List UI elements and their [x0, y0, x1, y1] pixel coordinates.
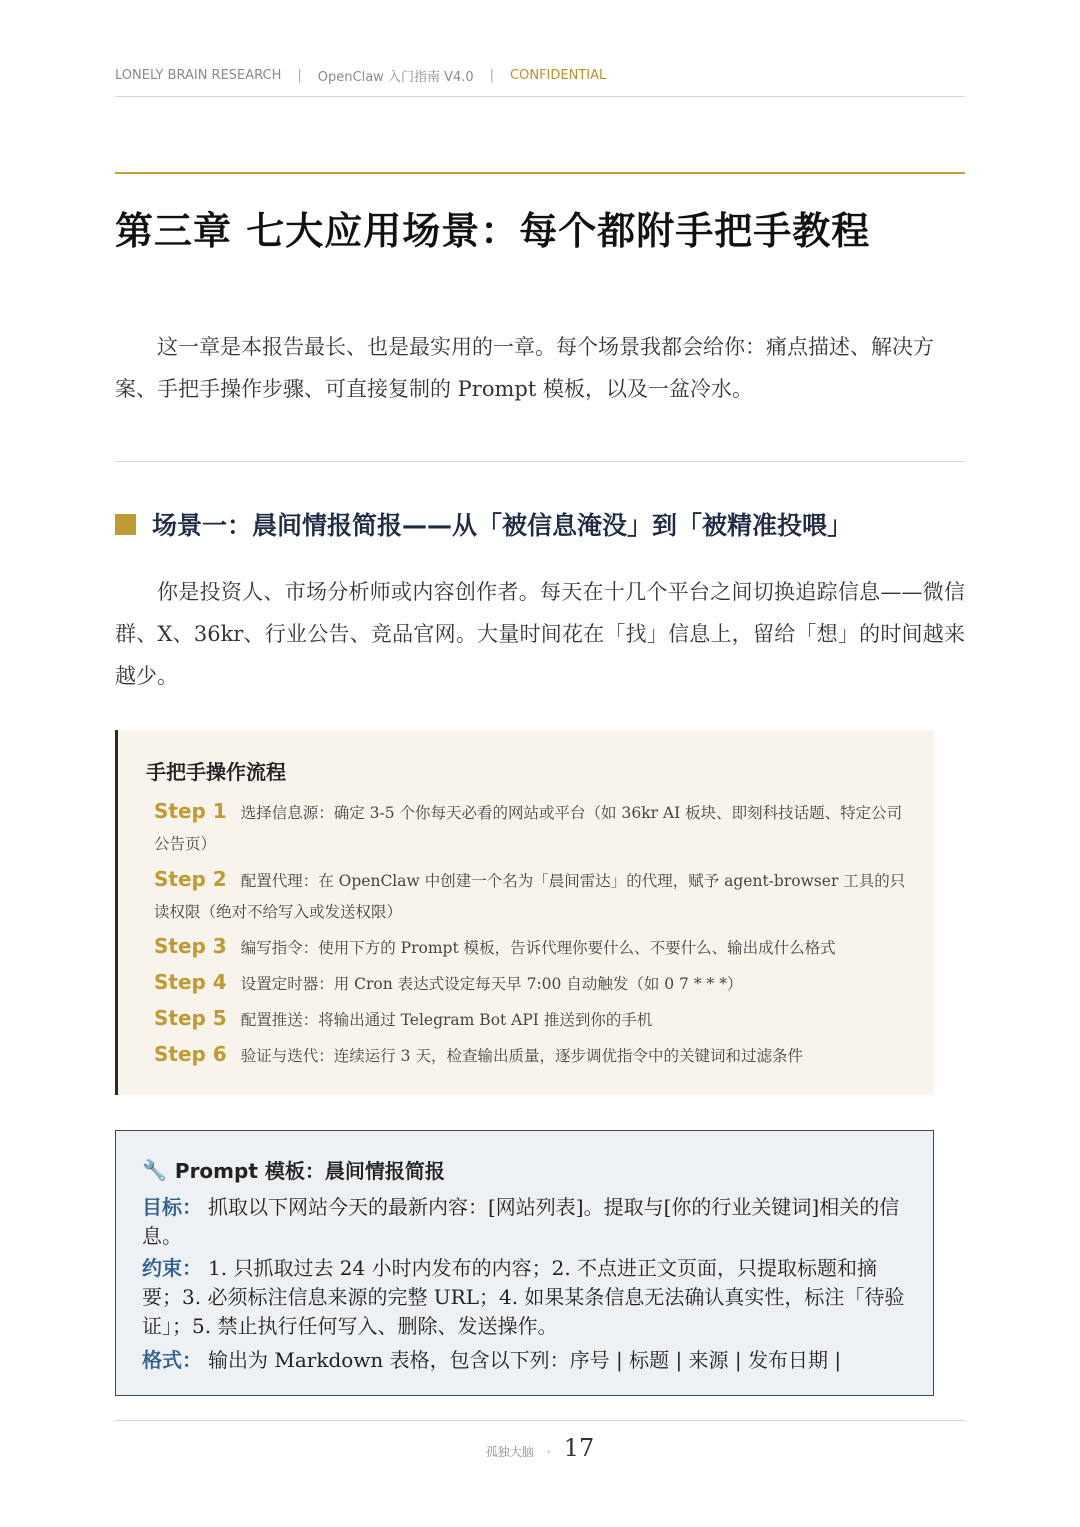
page-number: 17: [563, 1434, 595, 1462]
section-divider: [115, 461, 965, 462]
step-text: 选择信息源：确定 3-5 个你每天必看的网站或平台（如 36kr AI 板块、即刻科技话题、特定公司公告页）: [154, 804, 903, 853]
prompt-text: 输出为 Markdown 表格，包含以下列：序号 | 标题 | 来源 | 发布日期 |: [208, 1348, 842, 1372]
wrench-icon: 🔧: [142, 1157, 167, 1182]
page-footer: [0, 1434, 1080, 1462]
prompt-text: 抓取以下网站今天的最新内容：[网站列表]。提取与[你的行业关键词]相关的信息。: [142, 1195, 900, 1248]
footer-brand: 孤独大脑: [485, 1445, 534, 1459]
prompt-title: Prompt 模板：晨间情报简报: [174, 1159, 445, 1183]
step-label: Step 6: [154, 1042, 227, 1066]
step-text: 配置推送：将输出通过 Telegram Bot API 推送到你的手机: [240, 1011, 653, 1029]
step-4: [154, 967, 914, 1000]
step-label: Step 3: [154, 934, 227, 958]
chapter-intro: 这一章是本报告最长、也是最实用的一章。每个场景我都会给你：痛点描述、解决方案、手把手操作步骤、可直接复制的 Prompt 模板，以及一盆冷水。: [115, 335, 934, 401]
step-text: 验证与迭代：连续运行 3 天，检查输出质量，逐步调优指令中的关键词和过滤条件: [240, 1047, 803, 1065]
prompt-key: 目标：: [142, 1195, 202, 1219]
section-heading: [115, 506, 852, 542]
step-label: Step 4: [154, 970, 227, 994]
step-2: [154, 864, 914, 928]
section-body: 你是投资人、市场分析师或内容创作者。每天在十几个平台之间切换追踪信息——微信群、X、36kr、行业公告、竞品官网。大量时间花在「找」信息上，留给「想」的时间越来越少。: [115, 580, 965, 688]
step-label: Step 1: [154, 799, 227, 823]
steps-title: 手把手操作流程: [146, 760, 286, 784]
header-org: LONELY BRAIN RESEARCH: [115, 68, 282, 83]
prompt-key: 约束：: [142, 1256, 202, 1280]
chapter-top-rule: [115, 172, 965, 174]
header-separator: |: [297, 68, 302, 83]
step-1: [154, 796, 914, 860]
step-label: Step 2: [154, 867, 227, 891]
step-5: [154, 1003, 914, 1036]
chapter-title: 第三章 七大应用场景：每个都附手把手教程: [115, 209, 871, 253]
step-text: 设置定时器：用 Cron 表达式设定每天早 7:00 自动触发（如 0 7 * * *）: [240, 975, 743, 993]
header-divider: [115, 96, 965, 97]
step-text: 编写指令：使用下方的 Prompt 模板，告诉代理你要什么、不要什么、输出成什么格式: [240, 939, 836, 957]
prompt-goal: [142, 1193, 912, 1251]
prompt-format: [142, 1346, 912, 1375]
footer-dot: ·: [546, 1445, 551, 1459]
steps-box: [115, 730, 934, 1095]
step-3: [154, 931, 914, 964]
prompt-key: 格式：: [142, 1348, 202, 1372]
prompt-text: 1. 只抓取过去 24 小时内发布的内容；2. 不点进正文页面，只提取标题和摘要；3. 必须标注信息来源的完整 URL；4. 如果某条信息无法确认真实性，标注「待验证」；5. 禁止执行任何写入、删除、发送操作。: [142, 1256, 905, 1338]
prompt-constraints: [142, 1254, 912, 1341]
section-title: 场景一：晨间情报简报——从「被信息淹没」到「被精准投喂」: [152, 511, 853, 540]
step-label: Step 5: [154, 1006, 227, 1030]
header-separator: |: [489, 68, 495, 83]
prompt-template-box: [115, 1130, 934, 1396]
running-header: [115, 66, 965, 85]
section-square-icon: [115, 514, 136, 535]
prompt-title-row: [142, 1155, 445, 1184]
header-doc-title: OpenClaw 入门指南 V4.0: [317, 70, 474, 85]
step-text: 配置代理：在 OpenClaw 中创建一个名为「晨间雷达」的代理，赋予 agent-browser 工具的只读权限（绝对不给写入或发送权限）: [154, 872, 906, 921]
header-confidential: CONFIDENTIAL: [510, 68, 607, 83]
step-6: [154, 1039, 914, 1072]
footer-divider: [115, 1420, 965, 1421]
